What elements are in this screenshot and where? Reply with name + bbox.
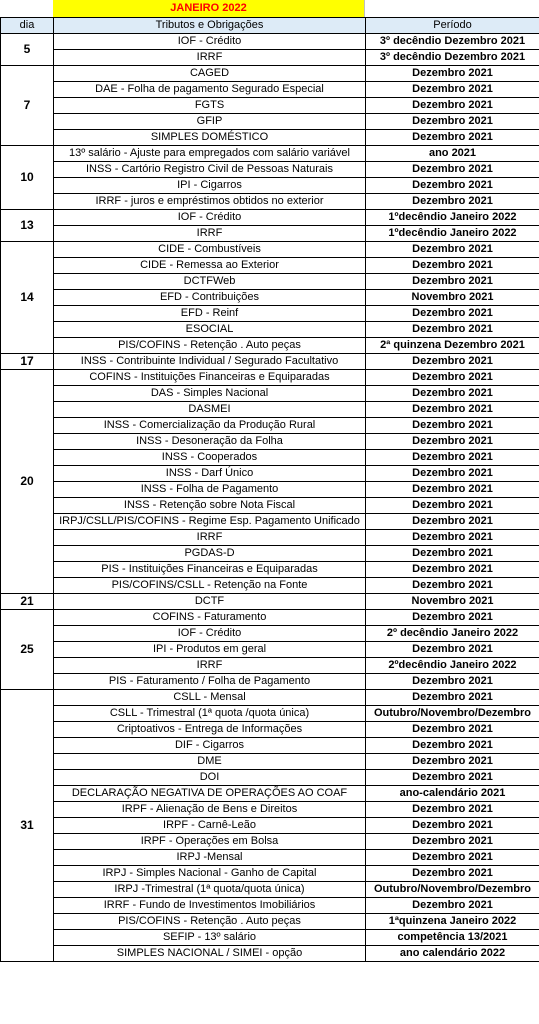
periodo-cell: Dezembro 2021 — [366, 66, 539, 82]
periodo-cell: Dezembro 2021 — [366, 642, 539, 658]
periodo-cell: Dezembro 2021 — [366, 258, 539, 274]
periodo-cell: Dezembro 2021 — [366, 354, 539, 370]
periodo-cell: Dezembro 2021 — [366, 898, 539, 914]
tributo-cell: IPI - Produtos em geral — [54, 642, 366, 658]
table-row — [1, 706, 539, 722]
day-cell: 31 — [1, 690, 54, 962]
tributo-cell: EFD - Contribuições — [54, 290, 366, 306]
periodo-cell: Dezembro 2021 — [366, 466, 539, 482]
table-row — [1, 114, 539, 130]
periodo-cell: Outubro/Novembro/Dezembro — [366, 882, 539, 898]
tributo-cell: PIS/COFINS - Retenção . Auto peças — [54, 338, 366, 354]
table-row — [1, 354, 539, 370]
tributo-cell: Criptoativos - Entrega de Informações — [54, 722, 366, 738]
tributo-cell: 13º salário - Ajuste para empregados com salário variável — [54, 146, 366, 162]
tributo-cell: CIDE - Remessa ao Exterior — [54, 258, 366, 274]
table-row — [1, 562, 539, 578]
tributo-cell: PIS - Faturamento / Folha de Pagamento — [54, 674, 366, 690]
table-row — [1, 450, 539, 466]
sheet-title: JANEIRO 2022 — [53, 0, 365, 17]
tributo-cell: CAGED — [54, 66, 366, 82]
periodo-cell: Dezembro 2021 — [366, 162, 539, 178]
table-row — [1, 306, 539, 322]
table-row — [1, 594, 539, 610]
header-periodo: Período — [366, 18, 539, 34]
table-row — [1, 642, 539, 658]
periodo-cell: 3º decêndio Dezembro 2021 — [366, 50, 539, 66]
tributo-cell: CSLL - Mensal — [54, 690, 366, 706]
tributo-cell: DME — [54, 754, 366, 770]
table-row — [1, 162, 539, 178]
periodo-cell: Dezembro 2021 — [366, 754, 539, 770]
periodo-cell: Dezembro 2021 — [366, 514, 539, 530]
table-row — [1, 98, 539, 114]
periodo-cell: Dezembro 2021 — [366, 274, 539, 290]
tributo-cell: PGDAS-D — [54, 546, 366, 562]
tributo-cell: DAS - Simples Nacional — [54, 386, 366, 402]
tributo-cell: IRRF — [54, 50, 366, 66]
periodo-cell: Dezembro 2021 — [366, 818, 539, 834]
table-row — [1, 418, 539, 434]
periodo-cell: Dezembro 2021 — [366, 306, 539, 322]
periodo-cell: 1ºdecêndio Janeiro 2022 — [366, 210, 539, 226]
tributo-cell: INSS - Cooperados — [54, 450, 366, 466]
tributo-cell: IRPF - Alienação de Bens e Direitos — [54, 802, 366, 818]
day-cell: 17 — [1, 354, 54, 370]
tributo-cell: IRRF — [54, 658, 366, 674]
tributo-cell: DASMEI — [54, 402, 366, 418]
periodo-cell: ano calendário 2022 — [366, 946, 539, 962]
table-row — [1, 226, 539, 242]
periodo-cell: Dezembro 2021 — [366, 178, 539, 194]
table-row — [1, 578, 539, 594]
tributo-cell: FGTS — [54, 98, 366, 114]
table-row — [1, 850, 539, 866]
tributo-cell: SIMPLES DOMÉSTICO — [54, 130, 366, 146]
periodo-cell: Dezembro 2021 — [366, 386, 539, 402]
tributo-cell: DAE - Folha de pagamento Segurado Especial — [54, 82, 366, 98]
periodo-cell: 1ºdecêndio Janeiro 2022 — [366, 226, 539, 242]
title-row — [0, 0, 539, 17]
table-row — [1, 514, 539, 530]
table-row — [1, 802, 539, 818]
table-row — [1, 898, 539, 914]
table-row — [1, 386, 539, 402]
tributo-cell: SIMPLES NACIONAL / SIMEI - opção — [54, 946, 366, 962]
tributo-cell: IRPF - Carnê-Leão — [54, 818, 366, 834]
table-row — [1, 834, 539, 850]
table-row — [1, 466, 539, 482]
table-row — [1, 930, 539, 946]
table-row — [1, 866, 539, 882]
tributo-cell: INSS - Contribuinte Individual / Segurado Facultativo — [54, 354, 366, 370]
periodo-cell: Dezembro 2021 — [366, 530, 539, 546]
table-row — [1, 194, 539, 210]
periodo-cell: Dezembro 2021 — [366, 130, 539, 146]
table-row — [1, 482, 539, 498]
tributo-cell: DCTF — [54, 594, 366, 610]
periodo-cell: Dezembro 2021 — [366, 546, 539, 562]
periodo-cell: Novembro 2021 — [366, 594, 539, 610]
tributo-cell: ESOCIAL — [54, 322, 366, 338]
table-row — [1, 674, 539, 690]
tributo-cell: IRRF - Fundo de Investimentos Imobiliários — [54, 898, 366, 914]
table-row — [1, 786, 539, 802]
periodo-cell: ano-calendário 2021 — [366, 786, 539, 802]
table-row — [1, 50, 539, 66]
table-row — [1, 770, 539, 786]
table-row — [1, 610, 539, 626]
periodo-cell: Outubro/Novembro/Dezembro — [366, 706, 539, 722]
tributo-cell: IRRF — [54, 530, 366, 546]
periodo-cell: 2ª quinzena Dezembro 2021 — [366, 338, 539, 354]
table-row — [1, 434, 539, 450]
tributo-cell: DECLARAÇÃO NEGATIVA DE OPERAÇÕES AO COAF — [54, 786, 366, 802]
header-tributos: Tributos e Obrigações — [54, 18, 366, 34]
tributo-cell: INSS - Cartório Registro Civil de Pessoas Naturais — [54, 162, 366, 178]
table-row — [1, 882, 539, 898]
periodo-cell: Dezembro 2021 — [366, 674, 539, 690]
table-row — [1, 626, 539, 642]
tributo-cell: COFINS - Instituições Financeiras e Equiparadas — [54, 370, 366, 386]
header-row — [1, 18, 539, 34]
table-row — [1, 818, 539, 834]
periodo-cell: Dezembro 2021 — [366, 578, 539, 594]
periodo-cell: Dezembro 2021 — [366, 482, 539, 498]
table-row — [1, 258, 539, 274]
tributo-cell: IRPJ -Trimestral (1ª quota/quota única) — [54, 882, 366, 898]
table-row — [1, 738, 539, 754]
table-row — [1, 242, 539, 258]
periodo-cell: 3º decêndio Dezembro 2021 — [366, 34, 539, 50]
table-row — [1, 338, 539, 354]
table-row — [1, 722, 539, 738]
day-cell: 20 — [1, 370, 54, 594]
tributo-cell: INSS - Comercialização da Produção Rural — [54, 418, 366, 434]
periodo-cell: Dezembro 2021 — [366, 850, 539, 866]
table-row — [1, 690, 539, 706]
tributo-cell: CSLL - Trimestral (1ª quota /quota única) — [54, 706, 366, 722]
periodo-cell: Dezembro 2021 — [366, 434, 539, 450]
periodo-cell: Dezembro 2021 — [366, 562, 539, 578]
table-row — [1, 370, 539, 386]
periodo-cell: Dezembro 2021 — [366, 82, 539, 98]
tributo-cell: IRPJ - Simples Nacional - Ganho de Capital — [54, 866, 366, 882]
periodo-cell: Novembro 2021 — [366, 290, 539, 306]
tributo-cell: PIS/COFINS - Retenção . Auto peças — [54, 914, 366, 930]
tributo-cell: INSS - Desoneração da Folha — [54, 434, 366, 450]
tributo-cell: IOF - Crédito — [54, 210, 366, 226]
periodo-cell: Dezembro 2021 — [366, 242, 539, 258]
table-row — [1, 178, 539, 194]
table-row — [1, 82, 539, 98]
periodo-cell: Dezembro 2021 — [366, 98, 539, 114]
tributo-cell: IOF - Crédito — [54, 34, 366, 50]
tributo-cell: IOF - Crédito — [54, 626, 366, 642]
periodo-cell: Dezembro 2021 — [366, 834, 539, 850]
periodo-cell: Dezembro 2021 — [366, 610, 539, 626]
periodo-cell: 1ªquinzena Janeiro 2022 — [366, 914, 539, 930]
periodo-cell: Dezembro 2021 — [366, 370, 539, 386]
tributo-cell: GFIP — [54, 114, 366, 130]
tributo-cell: PIS/COFINS/CSLL - Retenção na Fonte — [54, 578, 366, 594]
tributo-cell: DOI — [54, 770, 366, 786]
tributo-cell: IRPJ -Mensal — [54, 850, 366, 866]
periodo-cell: Dezembro 2021 — [366, 322, 539, 338]
periodo-cell: Dezembro 2021 — [366, 690, 539, 706]
table-row — [1, 322, 539, 338]
table-row — [1, 658, 539, 674]
header-dia: dia — [1, 18, 54, 34]
day-cell: 10 — [1, 146, 54, 210]
table-row — [1, 210, 539, 226]
table-row — [1, 290, 539, 306]
table-row — [1, 914, 539, 930]
periodo-cell: 2º decêndio Janeiro 2022 — [366, 626, 539, 642]
tributo-cell: CIDE - Combustíveis — [54, 242, 366, 258]
tributo-cell: INSS - Darf Único — [54, 466, 366, 482]
periodo-cell: Dezembro 2021 — [366, 770, 539, 786]
periodo-cell: Dezembro 2021 — [366, 402, 539, 418]
periodo-cell: Dezembro 2021 — [366, 738, 539, 754]
tributo-cell: INSS - Folha de Pagamento — [54, 482, 366, 498]
day-cell: 5 — [1, 34, 54, 66]
periodo-cell: Dezembro 2021 — [366, 114, 539, 130]
tributo-cell: IRPJ/CSLL/PIS/COFINS - Regime Esp. Pagamento Unificado — [54, 514, 366, 530]
periodo-cell: Dezembro 2021 — [366, 498, 539, 514]
tributo-cell: IRRF - juros e empréstimos obtidos no exterior — [54, 194, 366, 210]
periodo-cell: 2ºdecêndio Janeiro 2022 — [366, 658, 539, 674]
table-row — [1, 66, 539, 82]
day-cell: 21 — [1, 594, 54, 610]
table-row — [1, 546, 539, 562]
table-row — [1, 498, 539, 514]
table-row — [1, 530, 539, 546]
table-row — [1, 34, 539, 50]
tributo-cell: PIS - Instituições Financeiras e Equiparadas — [54, 562, 366, 578]
periodo-cell: Dezembro 2021 — [366, 194, 539, 210]
table-body — [1, 34, 539, 962]
table-row — [1, 146, 539, 162]
tributo-cell: DIF - Cigarros — [54, 738, 366, 754]
table-row — [1, 130, 539, 146]
day-cell: 25 — [1, 610, 54, 690]
tributo-cell: COFINS - Faturamento — [54, 610, 366, 626]
periodo-cell: competência 13/2021 — [366, 930, 539, 946]
tributo-cell: IPI - Cigarros — [54, 178, 366, 194]
table-row — [1, 946, 539, 962]
periodo-cell: ano 2021 — [366, 146, 539, 162]
table-row — [1, 274, 539, 290]
periodo-cell: Dezembro 2021 — [366, 802, 539, 818]
day-cell: 7 — [1, 66, 54, 146]
day-cell: 14 — [1, 242, 54, 354]
day-cell: 13 — [1, 210, 54, 242]
periodo-cell: Dezembro 2021 — [366, 866, 539, 882]
tributo-cell: DCTFWeb — [54, 274, 366, 290]
tributo-cell: IRPF - Operações em Bolsa — [54, 834, 366, 850]
periodo-cell: Dezembro 2021 — [366, 722, 539, 738]
tributo-cell: EFD - Reinf — [54, 306, 366, 322]
tributo-cell: SEFIP - 13º salário — [54, 930, 366, 946]
periodo-cell: Dezembro 2021 — [366, 450, 539, 466]
table-row — [1, 754, 539, 770]
periodo-cell: Dezembro 2021 — [366, 418, 539, 434]
tributo-cell: INSS - Retenção sobre Nota Fiscal — [54, 498, 366, 514]
tributo-cell: IRRF — [54, 226, 366, 242]
obligations-table — [0, 17, 539, 962]
table-row — [1, 402, 539, 418]
